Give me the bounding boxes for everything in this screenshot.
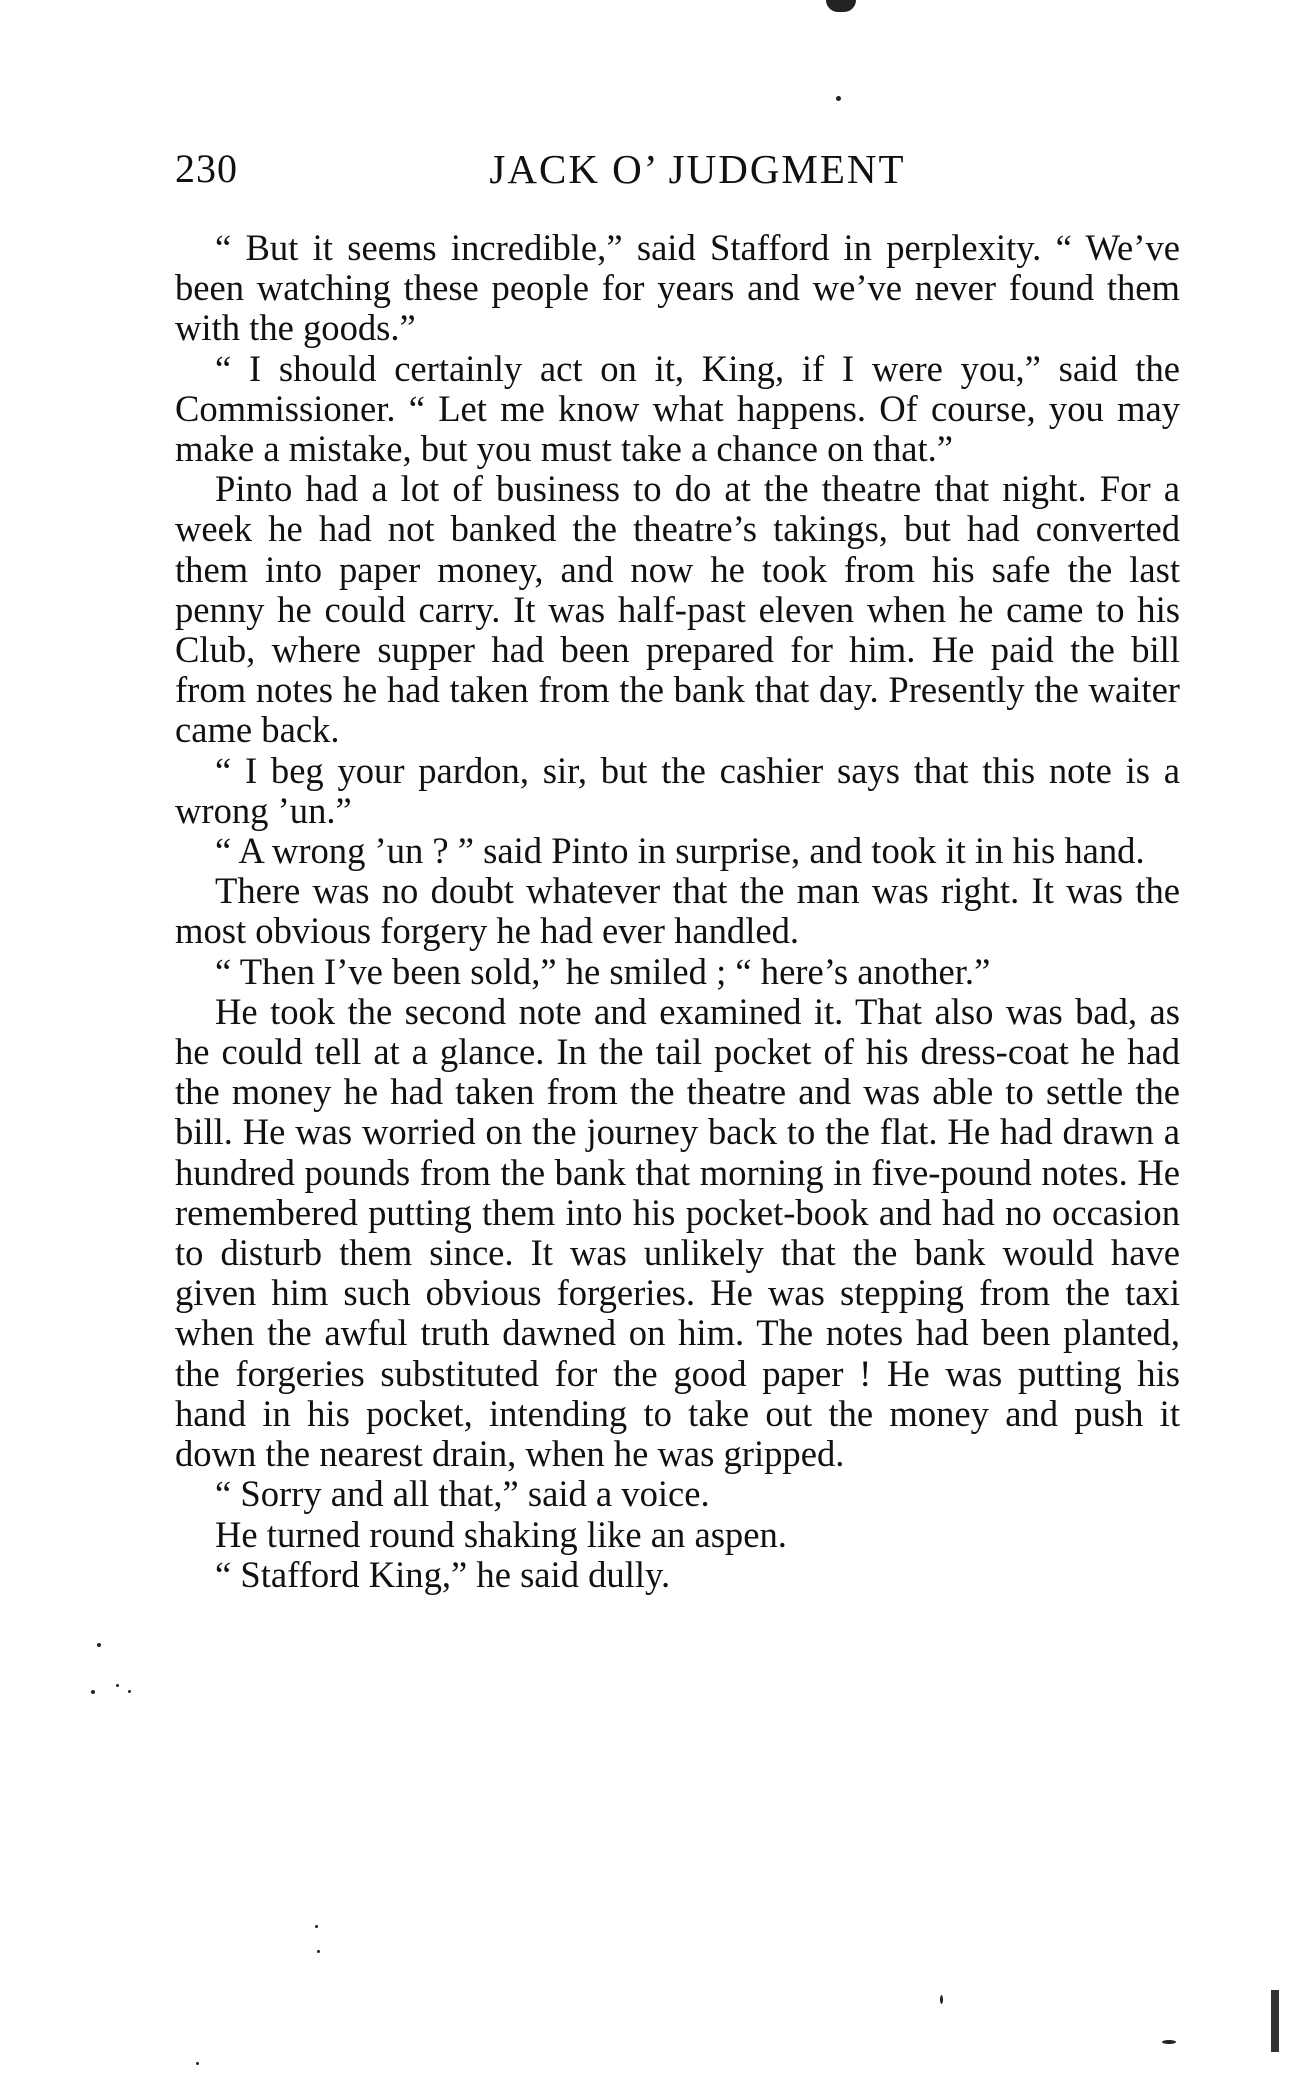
paragraph: “ Then I’ve been sold,” he smiled ; “ here’s another.” xyxy=(215,950,991,992)
paragraph: “ I beg your pardon, sir, but the cashier says that this note is a wrong ’un.” xyxy=(175,749,1180,831)
print-speck xyxy=(97,1643,101,1647)
page-edge-mark xyxy=(1271,1990,1279,2052)
print-speck xyxy=(91,1690,95,1694)
paragraph: “ A wrong ’un ? ” said Pinto in surprise, and took it in his hand. xyxy=(215,830,1145,872)
paragraph: “ I should certainly act on it, King, if I were you,” said the Commissioner. “ Let me know what happens. Of course, you may make a mistake, but you must take a chance on that.” xyxy=(175,347,1180,470)
paragraph: “ Stafford King,” he said dully. xyxy=(215,1553,671,1595)
page-header xyxy=(175,145,1180,205)
print-speck xyxy=(940,1995,943,2004)
page-number: 230 xyxy=(175,146,238,191)
print-speck xyxy=(196,2062,199,2065)
paragraph: He turned round shaking like an aspen. xyxy=(215,1513,787,1555)
print-speck xyxy=(128,1690,131,1693)
body-text xyxy=(175,228,1180,1595)
paragraph: He took the second note and examined it. That also was bad, as he could tell at a glance. In the tail pocket of his dress-coat he had the money he had taken from the theatre and was able to settle the bill. He was worried on the journey back to the flat. He had drawn a hundred pounds from the bank that morning in five-pound notes. He remembered putting them into his pocket-book and had no occasion to disturb them since. It was unlikely that the bank would have given him such obvious forgeries. He was stepping from the taxi when the awful truth dawned on him. The notes had been planted, the forgeries substituted for the good paper ! He was putting his hand in his pocket, intending to take out the money and push it down the nearest drain, when he was gripped. xyxy=(175,990,1180,1475)
paragraph: Pinto had a lot of business to do at the theatre that night. For a week he had not banked the theatre’s takings, but had converted them into paper money, and now he took from his safe the last penny he could carry. It was half-past eleven when he came to his Club, where supper had been prepared for him. He paid the bill from notes he had taken from the bank that day. Presently the waiter came back. xyxy=(175,468,1180,751)
print-speck xyxy=(317,1950,320,1953)
print-speck xyxy=(116,1684,119,1687)
paragraph: “ But it seems incredible,” said Stafford in perplexity. “ We’ve been watching these people for years and we’ve never found them with the goods.” xyxy=(175,227,1180,349)
print-speck xyxy=(315,1925,318,1928)
print-speck-top xyxy=(826,0,856,12)
running-title: JACK O’ JUDGMENT xyxy=(489,146,906,192)
paragraph: There was no doubt whatever that the man was right. It was the most obvious forgery he had ever handled. xyxy=(175,870,1180,952)
print-speck xyxy=(836,96,841,101)
print-speck xyxy=(1162,2040,1176,2044)
paragraph: “ Sorry and all that,” said a voice. xyxy=(215,1473,710,1515)
